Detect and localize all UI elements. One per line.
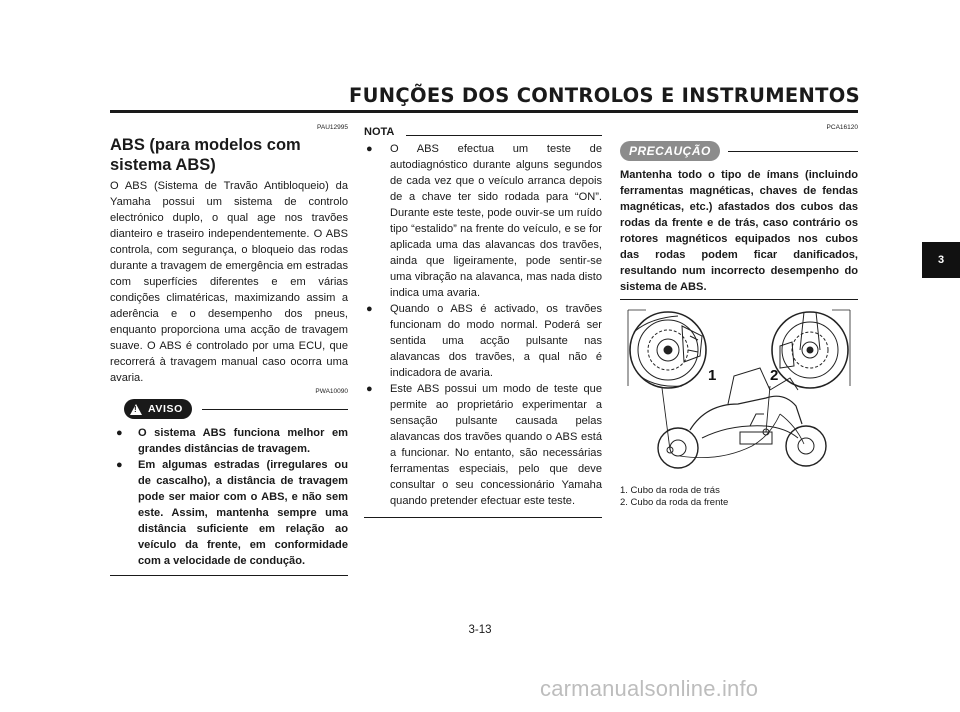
warning-item-text: Em algumas estradas (irregulares ou de cascalho), a distância de travagem pode ser maior com o ABS, e não sem este. Assim, mantenha sempre uma distância suficiente em relação ao veículo da frente, em conformidade com a velocidade de condução.: [138, 459, 348, 567]
note-item: [366, 301, 602, 381]
bullet-icon: ●: [366, 143, 373, 155]
callout-1: 1: [708, 367, 717, 384]
chapter-tab: 3: [922, 242, 960, 278]
warning-code: PWA10090: [315, 388, 348, 395]
note-item-text: O ABS efectua um teste de autodiagnóstico durante alguns segundos de cada vez que o veículo arranca depois de a chave ter sido rodada para “ON”. Durante este teste, pode ouvir-se um ruído tipo “estalido” na frente do veículo, e se for aplicada uma das alavancas dos travões, ainda que ligeiramente, pode sentir-se uma vibração na alavanca, mas nada disto indica uma avaria.: [390, 143, 602, 299]
callout-2: 2: [770, 367, 779, 384]
bullet-icon: ●: [116, 459, 123, 471]
bullet-icon: ●: [366, 303, 373, 315]
caution-end-rule: [620, 299, 858, 300]
section-code: PAU12995: [317, 124, 348, 131]
caption-item: 1. Cubo da roda de trás: [620, 485, 720, 496]
note-item-text: Este ABS possui um modo de teste que permite ao proprietário experimentar a sensação pulsante causada pelas alavancas dos travões quando o ABS está a funcionar. No entanto, são necessárias ferramentas especiais, pelo que deve consultar o seu concessionário Yamaha quando pretender efectuar este teste.: [390, 383, 602, 507]
column-caution: [620, 124, 858, 508]
page-header-title: FUNÇÕES DOS CONTROLOS E INSTRUMENTOS: [348, 84, 860, 107]
warning-item: [116, 457, 348, 569]
note-item: [366, 141, 602, 301]
warning-rule: [202, 409, 348, 410]
warning-symbol: !: [134, 404, 138, 414]
warning-triangle-icon: [130, 404, 142, 415]
column-abs-intro: [110, 124, 348, 576]
warning-end-rule: [110, 575, 348, 576]
note-end-rule: [364, 517, 602, 518]
column-note: [364, 124, 602, 518]
warning-label: AVISO: [148, 403, 183, 415]
header-rule: [110, 110, 858, 113]
watermark: carmanualsonline.info: [540, 676, 759, 701]
abs-wheel-hub-figure: [620, 306, 858, 476]
figure-caption: [620, 485, 858, 508]
warning-list: [116, 425, 348, 569]
caution-code: PCA16120: [826, 124, 858, 131]
note-header: [364, 124, 602, 138]
bullet-icon: ●: [116, 427, 123, 439]
caution-text: Mantenha todo o tipo de ímans (incluindo ferramentas magnéticas, chaves de fendas magnéticas, etc.) afastados dos cubos das rodas da frente e de trás, caso contrário os rotores magnéticos equipados nos cubos das rodas podem ficar danificados, resultando num incorrecto desempenho do sistema de ABS.: [620, 169, 858, 293]
warning-item-text: O sistema ABS funciona melhor em grandes distâncias de travagem.: [138, 427, 348, 455]
caution-rule: [728, 151, 858, 152]
caution-header: [620, 141, 858, 161]
section-title: ABS (para modelos com sistema ABS): [110, 136, 301, 174]
warning-header: [124, 399, 348, 419]
section-body: O ABS (Sistema de Travão Antibloqueio) da Yamaha possui um sistema de controlo electrónico duplo, o qual age nos travões dianteiro e traseiro independentemente. O ABS controla, com segurança, o bloqueio das rodas durante a travagem de emergência em estradas com superfícies diferentes e em várias condições climatéricas, maximizando assim a aderência e o desempenho dos pneus, enquanto proporciona uma acção de travagem suave. O ABS é controlado por uma ECU, que recorrerá à travagem manual caso ocorra uma avaria.: [110, 180, 348, 384]
note-list: [366, 141, 602, 509]
caption-item: 2. Cubo da roda da frente: [620, 496, 729, 508]
note-label: NOTA: [364, 126, 395, 138]
note-item-text: Quando o ABS é activado, os travões funcionam do modo normal. Poderá ser sentida uma acção pulsante nas alavancas dos travões, a qual não é indicadora de avaria.: [390, 303, 602, 379]
warning-badge: [124, 399, 192, 419]
caution-badge: PRECAUÇÃO: [620, 141, 720, 161]
page-number: 3-13: [468, 624, 492, 636]
bullet-icon: ●: [366, 383, 373, 395]
warning-item: [116, 425, 348, 457]
note-item: [366, 381, 602, 509]
note-rule: [406, 135, 602, 136]
